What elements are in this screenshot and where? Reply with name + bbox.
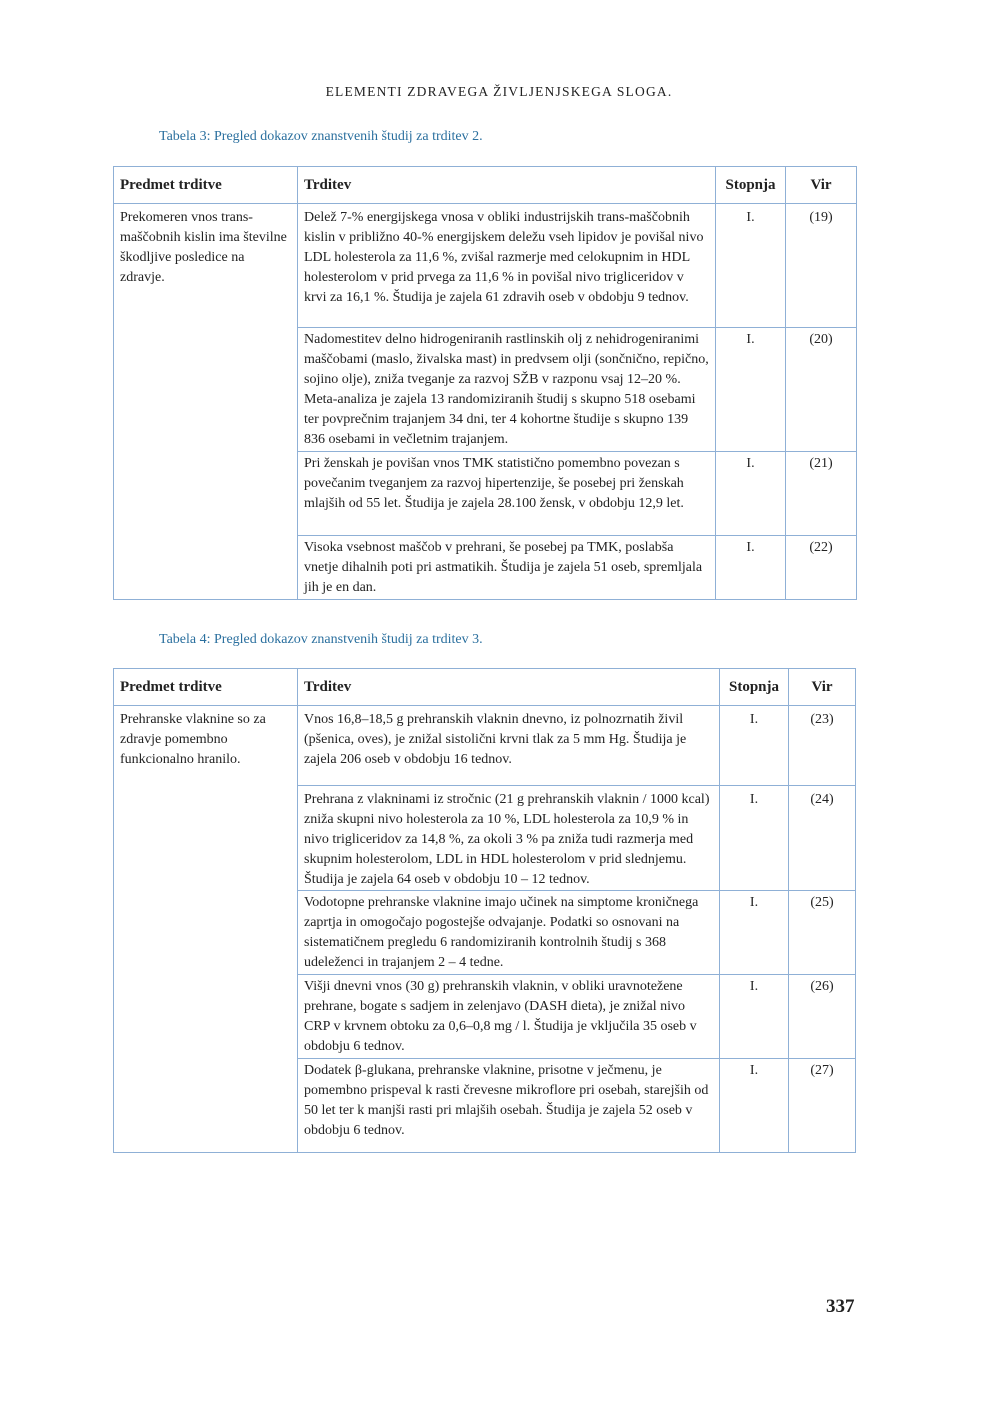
source-cell: (26): [789, 975, 856, 1059]
source-cell: (27): [789, 1059, 856, 1153]
level-cell: I.: [720, 786, 789, 891]
source-cell: (25): [789, 891, 856, 975]
source-cell: (20): [786, 328, 857, 452]
level-cell: I.: [720, 975, 789, 1059]
table-row: [114, 204, 857, 328]
claim-cell: Prehrana z vlakninami iz stročnic (21 g prehranskih vlaknin / 1000 kcal) zniža skupni nivo holesterola za 10 %, LDL holesterola za 10,9 % in nivo trigliceridov za 14,8 %, za okoli 3 % pa zniža tudi razmerja med skupnim holesterolom, LDL in HDL holesterolom v prid slednjemu. Študija je zajela 64 oseb v obdobju 10 – 12 tednov.: [298, 786, 720, 891]
page-number: 337: [826, 1296, 855, 1317]
table4-header-row: [114, 669, 856, 706]
table3: [113, 166, 857, 600]
column-header-claim: Trditev: [298, 669, 720, 706]
table4: [113, 668, 856, 1153]
claim-cell: Višji dnevni vnos (30 g) prehranskih vlaknin, v obliki uravnotežene prehrane, bogate s sadjem in zelenjavo (DASH dieta), je znižal nivo CRP v krvnem obtoku za 0,6–0,8 mg / l. Študija je vključila 35 oseb v obdobju 6 tednov.: [298, 975, 720, 1059]
table3-caption: Tabela 3: Pregled dokazov znanstvenih študij za trditev 2.: [159, 129, 483, 144]
level-cell: I.: [716, 204, 786, 328]
claim-cell: Dodatek β-glukana, prehranske vlaknine, prisotne v ječmenu, je pomembno prispeval k rasti črevesne mikroflore pri osebah, starejših od 50 let ter k manjši rasti pri mlajših osebah. Študija je zajela 52 oseb v obdobju 6 tednov.: [298, 1059, 720, 1153]
column-header-source: Vir: [789, 669, 856, 706]
level-cell: I.: [716, 328, 786, 452]
table-row: [114, 706, 856, 786]
level-cell: I.: [720, 1059, 789, 1153]
claim-cell: Vnos 16,8–18,5 g prehranskih vlaknin dnevno, iz polnozrnatih živil (pšenica, oves), je znižal sistolični krvni tlak za 5 mm Hg. Študija je zajela 206 oseb v obdobju 16 tednov.: [298, 706, 720, 786]
table3-header-row: [114, 167, 857, 204]
source-cell: (24): [789, 786, 856, 891]
source-cell: (21): [786, 452, 857, 536]
column-header-claim: Trditev: [298, 167, 716, 204]
subject-cell: Prekomeren vnos trans-maščobnih kislin ima številne škodljive posledice na zdravje.: [114, 204, 298, 600]
claim-cell: Visoka vsebnost maščob v prehrani, še posebej pa TMK, poslabša vnetje dihalnih poti pri astmatikih. Študija je zajela 51 oseb, spremljala jih je en dan.: [298, 536, 716, 600]
level-cell: I.: [716, 452, 786, 536]
column-header-level: Stopnja: [716, 167, 786, 204]
source-cell: (22): [786, 536, 857, 600]
table4-caption: Tabela 4: Pregled dokazov znanstvenih študij za trditev 3.: [159, 632, 483, 647]
subject-cell: Prehranske vlaknine so za zdravje pomembno funkcionalno hranilo.: [114, 706, 298, 1153]
claim-cell: Pri ženskah je povišan vnos TMK statistično pomembno povezan s povečanim tveganjem za razvoj hipertenzije, še posebej pri ženskah mlajših od 55 let. Študija je zajela 28.100 žensk, v obdobju 12,9 let.: [298, 452, 716, 536]
column-header-source: Vir: [786, 167, 857, 204]
claim-cell: Nadomestitev delno hidrogeniranih rastlinskih olj z nehidrogeniranimi maščobami (maslo, živalska mast) in predvsem olji (sončnično, repično, sojino olje), zniža tveganje za razvoj SŽB v razponu vsaj 12–20 %. Meta-analiza je zajela 13 randomiziranih študij s skupno 518 osebami ter povprečnim trajanjem 34 dni, ter 4 kohortne študije s skupno 139 836 osebami in večletnim trajanjem.: [298, 328, 716, 452]
claim-cell: Delež 7-% energijskega vnosa v obliki industrijskih trans-maščobnih kislin v približno 40-% energijskem deležu vseh lipidov je povišal nivo LDL holesterola za 11,6 %, zvišal razmerje med celokupnim in HDL holesterolom v prid prvega za 11,6 % in povišal nivo trigliceridov v krvi za 16,1 %. Študija je zajela 61 zdravih oseb v obdobju 9 tednov.: [298, 204, 716, 328]
running-header: ELEMENTI ZDRAVEGA ŽIVLJENJSKEGA SLOGA.: [325, 84, 673, 99]
level-cell: I.: [716, 536, 786, 600]
claim-cell: Vodotopne prehranske vlaknine imajo učinek na simptome kroničnega zaprtja in omogočajo pogostejše odvajanje. Podatki so osnovani na sistematičnem pregledu 6 randomiziranih kontrolnih študij s 368 udeleženci in trajanjem 2 – 4 tedne.: [298, 891, 720, 975]
source-cell: (19): [786, 204, 857, 328]
column-header-subject: Predmet trditve: [114, 167, 298, 204]
level-cell: I.: [720, 891, 789, 975]
column-header-level: Stopnja: [720, 669, 789, 706]
level-cell: I.: [720, 706, 789, 786]
column-header-subject: Predmet trditve: [114, 669, 298, 706]
source-cell: (23): [789, 706, 856, 786]
